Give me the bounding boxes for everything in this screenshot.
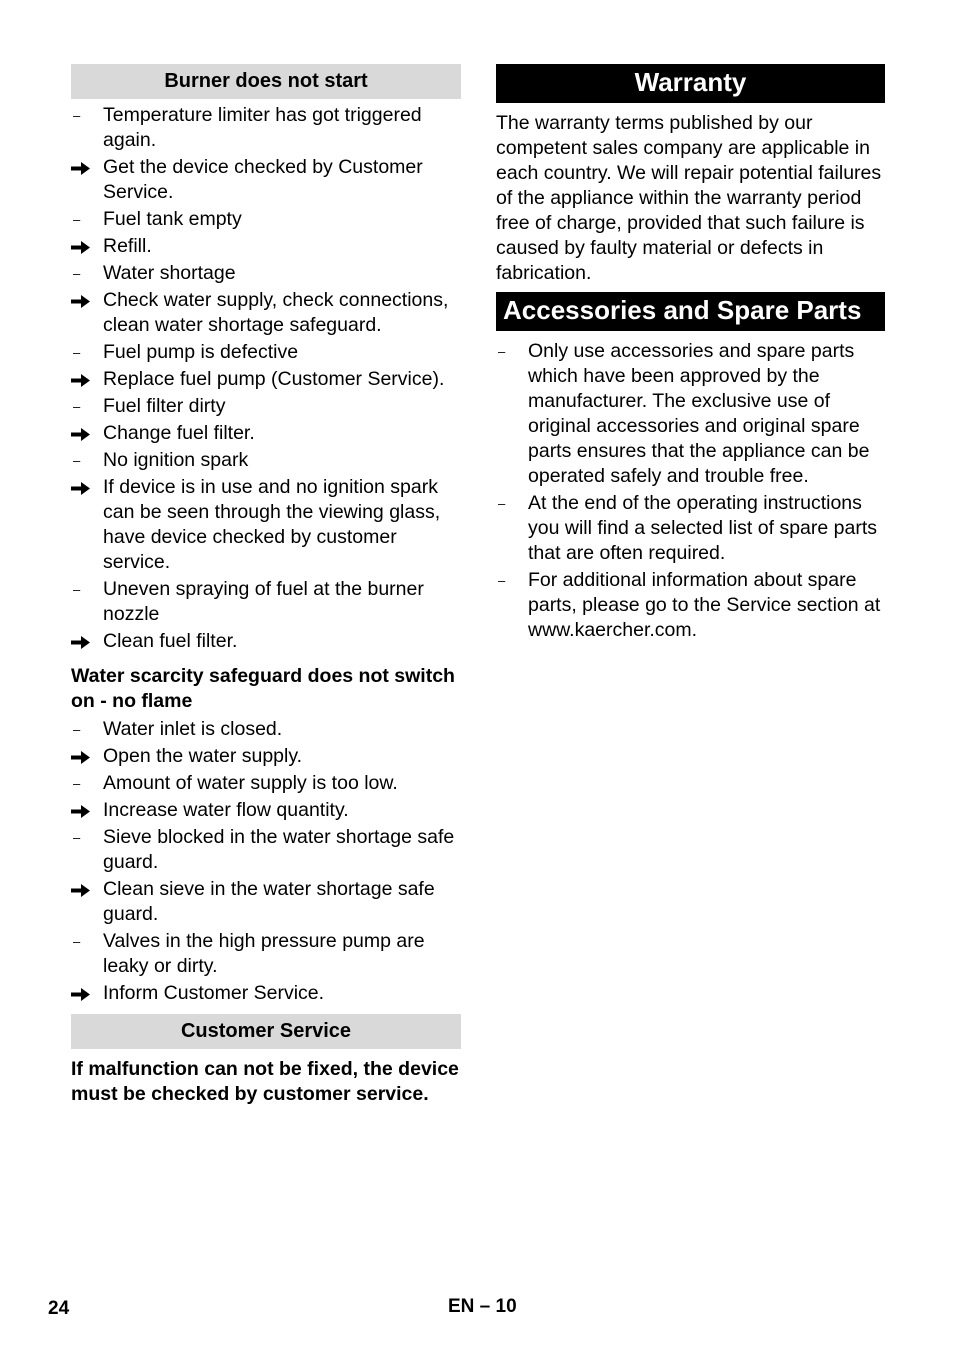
item-text: Water shortage: [103, 262, 236, 284]
cause-item: [71, 340, 461, 365]
item-text: Water inlet is closed.: [103, 718, 283, 740]
arrow-right-icon: [71, 475, 95, 496]
action-item: [71, 744, 461, 769]
action-item: [71, 475, 461, 575]
action-item: [71, 421, 461, 446]
dash-bullet: –: [73, 776, 81, 791]
cause-item: [71, 261, 461, 286]
item-text: For additional information about spare parts, please go to the Service section at www.kaercher.com.: [528, 569, 881, 641]
dash-bullet: –: [498, 496, 506, 511]
customer-service-note: If malfunction can not be fixed, the device must be checked by customer service.: [71, 1058, 459, 1105]
action-item: [71, 367, 461, 392]
dash-bullet: –: [73, 934, 81, 949]
item-text: Fuel pump is defective: [103, 341, 299, 363]
item-text: Open the water supply.: [103, 745, 303, 767]
burner-troubleshooting-list: [71, 103, 461, 654]
warranty-heading: Warranty: [496, 64, 885, 103]
dash-bullet: –: [73, 722, 81, 737]
dash-bullet: –: [73, 266, 81, 281]
action-item: [71, 155, 461, 205]
item-text: Uneven spraying of fuel at the burner nozzle: [103, 578, 424, 625]
arrow-right-icon: [71, 744, 95, 765]
cause-item: [71, 394, 461, 419]
dash-bullet: –: [73, 453, 81, 468]
item-text: Check water supply, check connections, clean water shortage safeguard.: [103, 289, 449, 336]
item-text: Increase water flow quantity.: [103, 799, 349, 821]
cause-item: [71, 771, 461, 796]
item-text: Clean sieve in the water shortage safe guard.: [103, 878, 435, 925]
item-text: Fuel tank empty: [103, 208, 242, 230]
item-text: Sieve blocked in the water shortage safe guard.: [103, 826, 455, 873]
item-text: If device is in use and no ignition spark can be seen through the viewing glass, have device checked by customer service.: [103, 476, 441, 573]
item-text: Amount of water supply is too low.: [103, 772, 398, 794]
language-page-label: EN – 10: [448, 1296, 517, 1317]
item-text: Change fuel filter.: [103, 422, 255, 444]
action-item: [71, 798, 461, 823]
dash-bullet: –: [73, 108, 81, 123]
cause-item: [71, 825, 461, 875]
cause-item: [71, 448, 461, 473]
cause-item: [71, 717, 461, 742]
dash-bullet: –: [73, 399, 81, 414]
right-column: [496, 64, 885, 643]
action-item: [71, 877, 461, 927]
dash-bullet: –: [73, 830, 81, 845]
arrow-right-icon: [71, 877, 95, 898]
accessories-list: [496, 339, 885, 643]
item-text: Get the device checked by Customer Service.: [103, 156, 423, 203]
dash-bullet: –: [73, 212, 81, 227]
burner-section-heading: Burner does not start: [71, 64, 461, 99]
item-text: Inform Customer Service.: [103, 982, 325, 1004]
cause-item: [496, 339, 885, 489]
arrow-right-icon: [71, 629, 95, 650]
arrow-right-icon: [71, 981, 95, 1002]
action-item: [71, 234, 461, 259]
arrow-right-icon: [71, 155, 95, 176]
arrow-right-icon: [71, 421, 95, 442]
cause-item: [71, 577, 461, 627]
customer-service-heading: Customer Service: [71, 1014, 461, 1049]
item-text: At the end of the operating instructions you will find a selected list of spare parts that are often required.: [528, 492, 878, 564]
item-text: Only use accessories and spare parts which have been approved by the manufacturer. The exclusive use of original accessories and original spare parts ensures that the appliance can be operated safely and trouble free.: [528, 340, 870, 487]
item-text: Refill.: [103, 235, 152, 257]
water-section-heading: Water scarcity safeguard does not switch on - no flame: [71, 665, 455, 712]
water-troubleshooting-list: [71, 717, 461, 1006]
arrow-right-icon: [71, 367, 95, 388]
dash-bullet: –: [498, 344, 506, 359]
item-text: Temperature limiter has got triggered again.: [103, 104, 422, 151]
item-text: Clean fuel filter.: [103, 630, 238, 652]
arrow-right-icon: [71, 234, 95, 255]
page-number: 24: [48, 1298, 70, 1319]
item-text: Replace fuel pump (Customer Service).: [103, 368, 445, 390]
dash-bullet: –: [498, 573, 506, 588]
left-column: [71, 64, 461, 1107]
cause-item: [71, 103, 461, 153]
arrow-right-icon: [71, 798, 95, 819]
action-item: [71, 288, 461, 338]
arrow-right-icon: [71, 288, 95, 309]
action-item: [71, 981, 461, 1006]
item-text: Valves in the high pressure pump are leaky or dirty.: [103, 930, 425, 977]
item-text: Fuel filter dirty: [103, 395, 226, 417]
action-item: [71, 629, 461, 654]
accessories-heading: Accessories and Spare Parts: [496, 292, 885, 331]
cause-item: [496, 568, 885, 643]
cause-item: [496, 491, 885, 566]
cause-item: [71, 929, 461, 979]
dash-bullet: –: [73, 582, 81, 597]
dash-bullet: –: [73, 345, 81, 360]
item-text: No ignition spark: [103, 449, 249, 471]
cause-item: [71, 207, 461, 232]
warranty-text: The warranty terms published by our competent sales company are applicable in each country. We will repair potential failures of the appliance within the warranty period free of charge, provided that such failure is caused by faulty material or defects in fabrication.: [496, 112, 882, 284]
